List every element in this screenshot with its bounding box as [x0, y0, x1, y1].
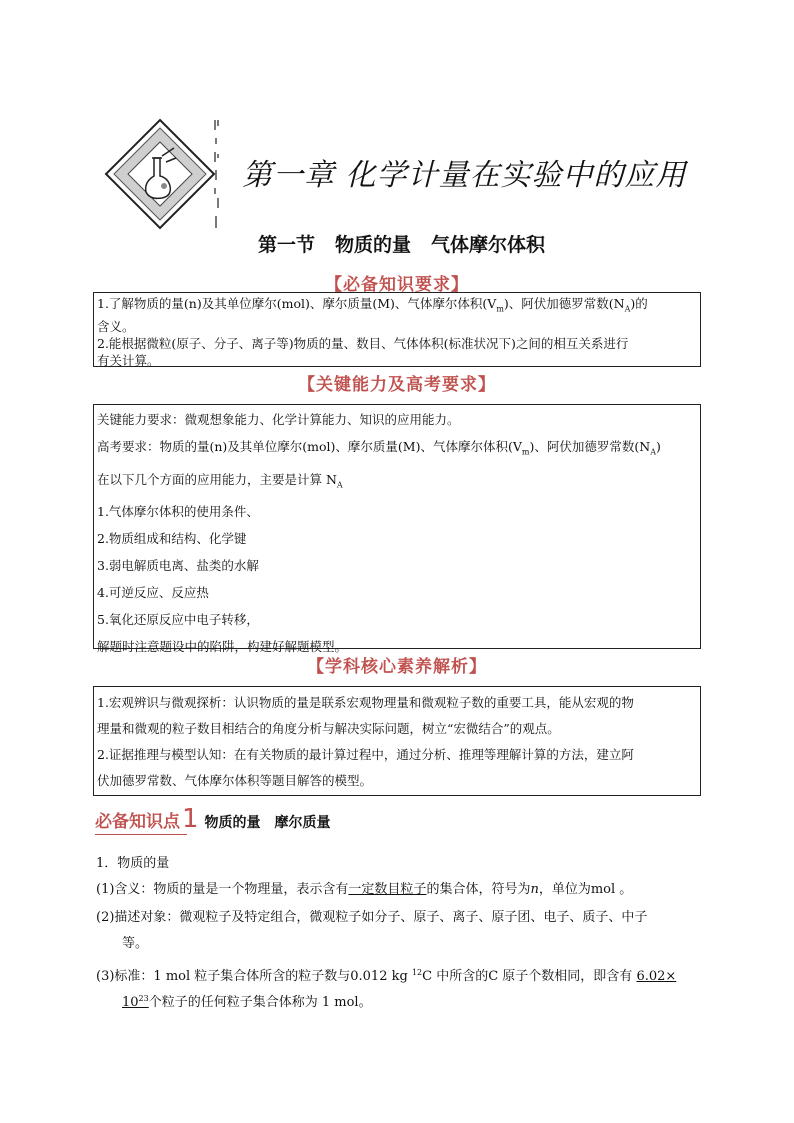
- decorative-divider: [212, 118, 220, 230]
- definition-text-2: 的集合体，符号为: [426, 882, 531, 897]
- required-knowledge-box: [93, 292, 701, 367]
- key-ability-box: [93, 404, 701, 654]
- content-objects-line-1: (2)描述对象：微观粒子及特定组合，微观粒子如分子、原子、离子、原子团、电子、质子、中子: [96, 910, 648, 925]
- key-ability-banner: 【关键能力及高考要求】: [298, 375, 496, 395]
- required-knowledge-line: 2.能根据微粒(原子、分子、离子等)物质的量、数目、气体体积(标准状况下)之间的相互关系进行: [97, 335, 629, 351]
- definition-underlined: 一定数目粒子: [348, 882, 427, 897]
- standard-text: (3)标准：1 mol 粒子集合体所含的粒子数与0.012 kg: [96, 969, 412, 984]
- core-literacy-box: [93, 686, 701, 796]
- knowledge-point-label: 必备知识点: [95, 812, 180, 832]
- avogadro-power: 23: [138, 994, 149, 1003]
- key-ability-line: 高考要求：物质的量(n)及其单位摩尔(mol)、摩尔质量(M)、气体摩尔体积$(V_m)$、阿伏加德罗常数$(N_A)$: [97, 439, 661, 457]
- content-standard-line-2: [122, 986, 372, 1016]
- avogadro-value: 6.02×: [636, 969, 677, 984]
- standard-text-3: 个粒子的任何粒子集合体称为 1 mol。: [148, 995, 372, 1010]
- flask-logo-icon: [104, 118, 216, 230]
- key-ability-line: 5.氧化还原反应中电子转移，: [97, 612, 259, 627]
- knowledge-point-topics: [205, 815, 331, 831]
- core-literacy-line: 理量和微观的粒子数目相结合的角度分析与解决实际问题，树立“宏微结合”的观点。: [97, 721, 560, 736]
- definition-unit: ，单位为mol 。: [538, 882, 633, 897]
- key-ability-line: 关键能力要求：微观想象能力、化学计算能力、知识的应用能力。: [97, 412, 460, 427]
- key-ability-line: 1.气体摩尔体积的使用条件、: [97, 504, 259, 519]
- knowledge-point-topic-1: 物质的量: [204, 815, 261, 831]
- section-title: [258, 230, 545, 257]
- content-definition: [96, 877, 632, 903]
- knowledge-point-number: 1: [182, 804, 199, 834]
- key-ability-line: 3.弱电解质电离、盐类的水解: [97, 558, 259, 573]
- knowledge-point-underline: [95, 834, 187, 835]
- core-literacy-line: 伏加德罗常数、气体摩尔体积等题目解答的模型。: [97, 773, 373, 788]
- key-ability-line: 4.可逆反应、反应热: [97, 585, 209, 600]
- required-knowledge-line: 有关计算。: [97, 352, 160, 368]
- section-topic-1: 物质的量: [335, 234, 412, 256]
- content-objects-line-2: 等。: [122, 936, 149, 951]
- required-knowledge-banner: 【必备知识要求】: [325, 275, 469, 295]
- content-item-1: 1．物质的量: [96, 856, 170, 871]
- core-literacy-banner: 【学科核心素养解析】: [307, 657, 487, 677]
- section-label: 第一节: [258, 234, 316, 256]
- standard-text-2: C 中所含的C 原子个数相同，即含有: [422, 969, 633, 984]
- required-knowledge-line: 1.了解物质的量(n)及其单位摩尔(mol)、摩尔质量(M)、气体摩尔体积$(V_m)$、阿伏加德罗常数$(N_A)$的: [97, 296, 648, 314]
- key-ability-line: 2.物质组成和结构、化学键: [97, 531, 247, 546]
- core-literacy-line: 2.证据推理与模型认知：在有关物质的最计算过程中，通过分析、推理等理解计算的方法，建立阿: [97, 747, 634, 762]
- avogadro-exponent: [122, 995, 149, 1010]
- definition-symbol: n: [530, 882, 539, 897]
- definition-text: (1)含义：物质的量是一个物理量，表示含有: [96, 882, 349, 897]
- knowledge-point-topic-2: 摩尔质量: [274, 815, 331, 831]
- knowledge-point-heading: [95, 804, 331, 834]
- required-knowledge-line: 含义。: [97, 318, 135, 334]
- key-ability-line: 解题时注意题设中的陷阱，构建好解题模型。: [97, 639, 348, 654]
- avogadro-base: 10: [122, 995, 139, 1010]
- chapter-title: 第一章 化学计量在实验中的应用: [242, 158, 687, 193]
- key-ability-line: 在以下几个方面的应用能力，主要是计算 $N_A$: [97, 471, 343, 489]
- carbon-isotope-mass: 12: [411, 968, 423, 977]
- core-literacy-line: 1.宏观辨识与微观探析：认识物质的量是联系宏观物理量和微观粒子数的重要工具，能从宏观的物: [97, 695, 634, 710]
- section-topic-2: 气体摩尔体积: [431, 234, 546, 256]
